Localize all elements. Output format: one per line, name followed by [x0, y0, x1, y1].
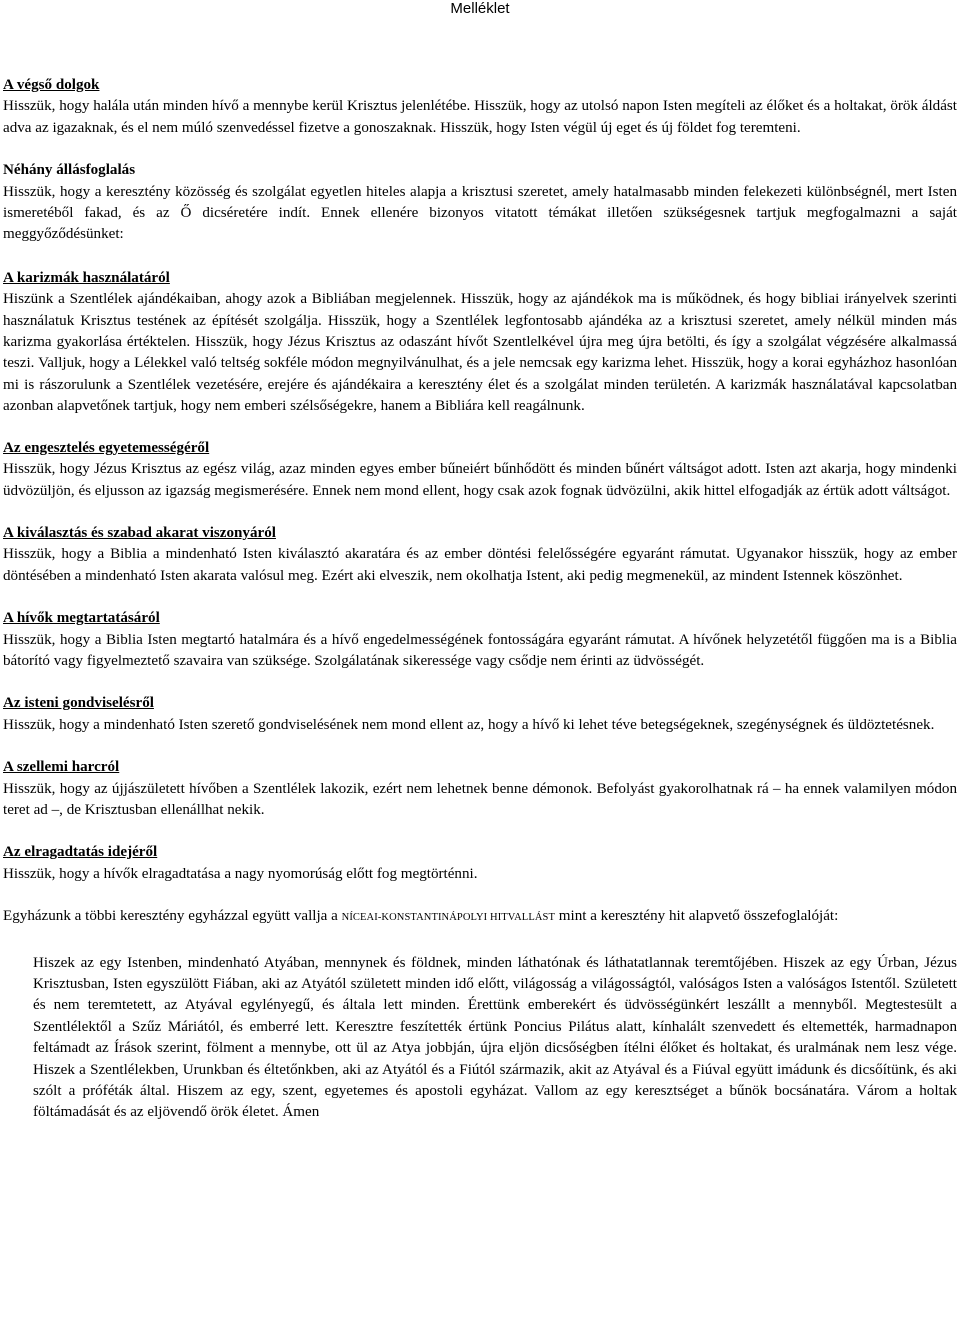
section-heading: A kiválasztás és szabad akarat viszonyáról	[3, 524, 276, 541]
section-text: Hisszük, hogy a hívők elragadtatása a nagy nyomorúság előtt fog megtörténni.	[3, 865, 478, 882]
section-text: Hisszük, hogy a keresztény közösség és szolgálat egyetlen hiteles alapja a krisztusi szeretet, amely hatalmasabb minden felekezeti különbségnél, mert Isten ismeretéből fakad, és az Ő dicséretére indít. Ennek ellenére bizonyos vitatott témákat illetően szükségesnek tartjuk megfogalmazni a saját meggyőződésünket:	[3, 183, 957, 243]
section-kivalasztas	[3, 523, 957, 587]
section-karizmak	[3, 268, 957, 418]
section-heading: A karizmák használatáról	[3, 269, 170, 286]
section-szellemi-harc	[3, 757, 957, 821]
section-heading: A szellemi harcról	[3, 759, 120, 776]
section-engeszteles	[3, 438, 957, 502]
document-body	[3, 75, 957, 1124]
section-megtartatas	[3, 608, 957, 672]
closing-text-after: mint a keresztény hit alapvető összefoglalóját:	[558, 908, 839, 925]
section-text: Hiszünk a Szentlélek ajándékaiban, ahogy azok a Bibliában megjelennek. Hisszük, hogy az ajándékok ma is működnek, és hogy bibliai irányelvek szerinti használatuk Krisztus testének az építését szolgálja. Hisszük, hogy a Szentlélek legfontosabb ajándéka az a krisztusi szeretet, amely nélkül minden más karizma gyakorlása értéktelen. Hisszük, hogy Jézus Krisztus az odaszánt hívőt Szentlelkével újra meg újra betölti, és így a szolgálat végzésére alkalmassá teszi. Valljuk, hogy a Lélekkel való teltség sokféle módon megnyilvánulhat, és a jele nemcsak egy karizma lehet. Hisszük, hogy a korai egyházhoz hasonlóan mi is rászorulunk a Szentlélek vezetésére, erejére és ajándékaira a keresztény élet és a szolgálat minden területén. A karizmák használatával kapcsolatban azonban alapvetőnek tartjuk, hogy nem emberi szélsőségekre, hanem a Bibliára kell reagálnunk.	[3, 291, 957, 415]
section-vegso-dolgok	[3, 75, 957, 139]
section-text: Hisszük, hogy a Biblia Isten megtartó hatalmára és a hívő engedelmességének fontosságára egyaránt rámutat. A hívőnek helyzetétől függően ma is a Biblia bátorító vagy figyelmeztető szavaira van szüksége. Szolgálatának sikeressége vagy csődje nem érinti az üdvösségét.	[3, 631, 957, 669]
section-heading: Az engesztelés egyetemességéről	[3, 439, 210, 456]
closing-text-before: Egyházunk a többi keresztény egyházzal együtt vallja a	[3, 908, 338, 925]
section-text: Hisszük, hogy Jézus Krisztus az egész világ, azaz minden egyes ember bűneiért bűnhődött és minden bűnért váltságot adott. Isten azt akarja, hogy mindenki üdvözüljön, és eljusson az igazság megismerésére. Ennek nem mond ellent, hogy csak azok fognak üdvözülni, akik hittel elfogadják az értük adott váltságot.	[3, 461, 957, 499]
section-heading: Az elragadtatás idejéről	[3, 844, 158, 861]
creed-name: NÍCEAI-KONSTANTINÁPOLYI HITVALLÁST	[341, 912, 555, 924]
section-allasfoglalas	[3, 160, 957, 246]
section-text: Hisszük, hogy halála után minden hívő a mennybe kerül Krisztus jelenlétébe. Hisszük, hogy az utolsó napon Isten megíteli az élőket és a holtakat, örök áldást adva az igazaknak, és el nem múló szenvedéssel fizetve a gonoszaknak. Hisszük, hogy Isten végül új eget és új földet fog teremteni.	[3, 98, 957, 136]
section-heading: A végső dolgok	[3, 77, 100, 93]
section-heading: Néhány állásfoglalás	[3, 162, 136, 179]
page-header: Melléklet	[450, 0, 510, 17]
section-heading: A hívők megtartatásáról	[3, 610, 160, 627]
section-elragadtatas	[3, 842, 957, 885]
section-gondviseles	[3, 693, 957, 736]
section-text: Hisszük, hogy az újjászületett hívőben a Szentlélek lakozik, ezért nem lehetnek benne démonok. Befolyást gyakorolhatnak rá – ha ennek valamilyen módon teret ad –, de Krisztusban ellenállhat nekik.	[3, 780, 957, 818]
section-text: Hisszük, hogy a Biblia a mindenható Isten kiválasztó akaratára és az ember döntési felelősségére egyaránt rámutat. Ugyanakor hisszük, hogy az ember döntésében a mindenható Isten akarata valósul meg. Ezért aki elveszik, nem okolhatja Istent, aki pedig megmenekül, az mindent Istennek köszönhet.	[3, 546, 957, 584]
section-heading: Az isteni gondviselésről	[3, 695, 154, 712]
section-text: Hisszük, hogy a mindenható Isten szerető gondviselésének nem mond ellent az, hogy a hívő ki lehet téve betegségeknek, szegénységnek és üldöztetésnek.	[3, 716, 935, 733]
closing-paragraph	[3, 906, 957, 928]
creed-text: Hiszek az egy Istenben, mindenható Atyában, mennynek és földnek, minden láthatónak és láthatatlannak teremtőjében. Hiszek az egy Úrban, Jézus Krisztusban, Isten egyszülött Fiában, aki az Atyától született minden idő előtt, világosság a világosságtól, valóságos Isten a valóságos Istentől. Született és nem teremtetett, az Atyával egylényegű, és általa lett minden. Érettünk emberekért és üdvösségünkért leszállt a mennyből. Megtestesült a Szentlélektől a Szűz Máriától, és emberré lett. Keresztre feszítették értünk Poncius Pilátus alatt, kínhalált szenvedett és eltemették, harmadnapon feltámadt az Írások szerint, fölment a mennybe, ott ül az Atya jobbján, újra eljön dicsőségben ítélni élőket és holtakat, és uralmának nem lesz vége. Hiszek a Szentlélekben, Urunkban és éltetőnkben, aki az Atyától és a Fiútól származik, akit az Atyával és a Fiúval együtt imádunk és dicsőítünk, és aki szólt a próféták által. Hiszem az egy, szent, egyetemes és apostoli egyházat. Vallom az egy keresztséget a bűnök bocsánatára. Várom a holtak föltámadását és az eljövendő örök életet. Ámen	[33, 954, 957, 1121]
